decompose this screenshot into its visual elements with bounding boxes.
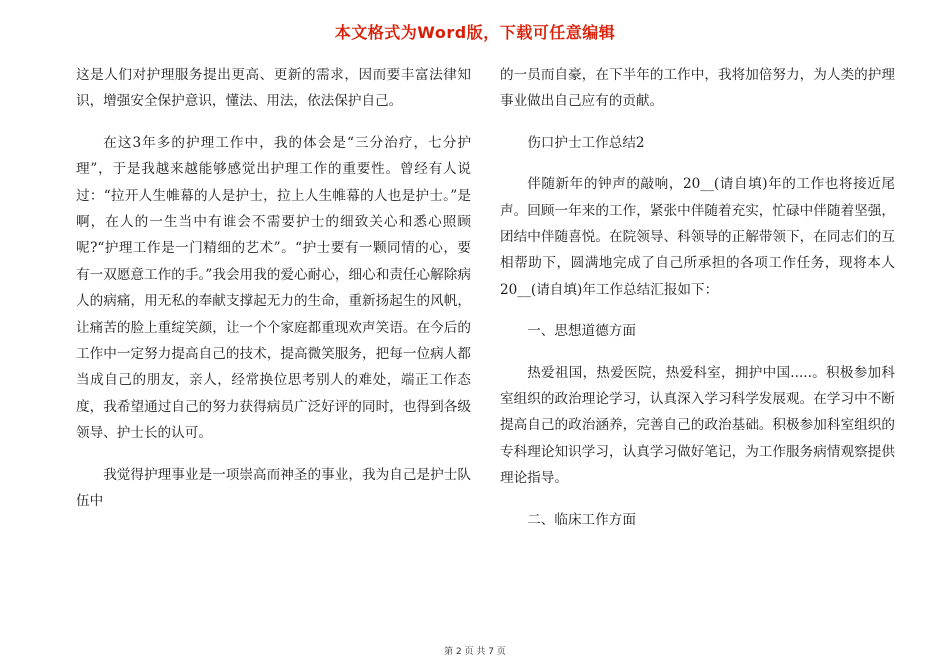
paragraph-nursing-experience: 在这3年多的护理工作中，我的体会是“三分治疗，七分护理”，于是我越来越能够感觉出护理工作的重要性。曾经有人说过：“拉开人生帷幕的人是护士，拉上人生帷幕的人也是护士。”是啊，在人的一生当中有谁会不需要护士的细致关心和悉心照顾呢?“护理工作是一门精细的艺术”。“护士要有一颗同情的心，要有一双愿意工作的手。”我会用我的爱心耐心，细心和责任心解除病人的病痛，用无私的奉献支撑起无力的生命，重新扬起生的风帆，让痛苦的脸上重绽笑颜，让一个个家庭都重现欢声笑语。在今后的工作中一定努力提高自己的技术，提高微笑服务，把每一位病人都当成自己的朋友，亲人，经常换位思考别人的难处，端正工作态度，我希望通过自己的努力获得病员广泛好评的同时，也得到各级领导、护士长的认可。 [76, 134, 471, 442]
paragraph-year-review: 伴随新年的钟声的敲响，20__(请自填)年的工作也将接近尾声。回顾一年来的工作，紧张中伴随着充实，忙碌中伴随着坚强，团结中伴随喜悦。在院领导、科领导的正解带领下，在同志们的互相帮助下，圆满地完成了自己所承担的各项工作任务，现将本人20__(请自填)年工作总结汇报如下： [500, 176, 895, 298]
paragraph-legal-awareness: 这是人们对护理服务提出更高、更新的需求，因而要丰富法律知识，增强安全保护意识，懂法、用法，依法保护自己。 [76, 67, 471, 110]
right-text-column [500, 62, 895, 533]
word-format-banner: 本文格式为Word版，下载可任意编辑 [334, 23, 616, 42]
page-number-footer: 第 2 页 共 7 页 [444, 647, 506, 657]
subheading-ideology-morality: 一、思想道德方面 [527, 323, 636, 340]
paragraph-noble-career: 我觉得护理事业是一项崇高而神圣的事业，我为自己是护士队伍中 [76, 466, 471, 510]
paragraph-proud-member: 的一员而自豪，在下半年的工作中，我将加倍努力，为人类的护理事业做出自己应有的贡献。 [500, 67, 895, 110]
left-text-column [76, 62, 471, 515]
section-heading-summary-2: 伤口护士工作总结2 [527, 134, 645, 151]
subheading-clinical-work: 二、临床工作方面 [527, 511, 636, 528]
paragraph-political-study: 热爱祖国，热爱医院，热爱科室，拥护中国.....。积极参加科室组织的政治理论学习，认真深入学习科学发展观。在学习中不断提高自己的政治涵养，完善自己的政治基础。积极参加科室组织的专科理论知识学习，认真学习做好笔记，为工作服务病情观察提供理论指导。 [500, 364, 895, 487]
